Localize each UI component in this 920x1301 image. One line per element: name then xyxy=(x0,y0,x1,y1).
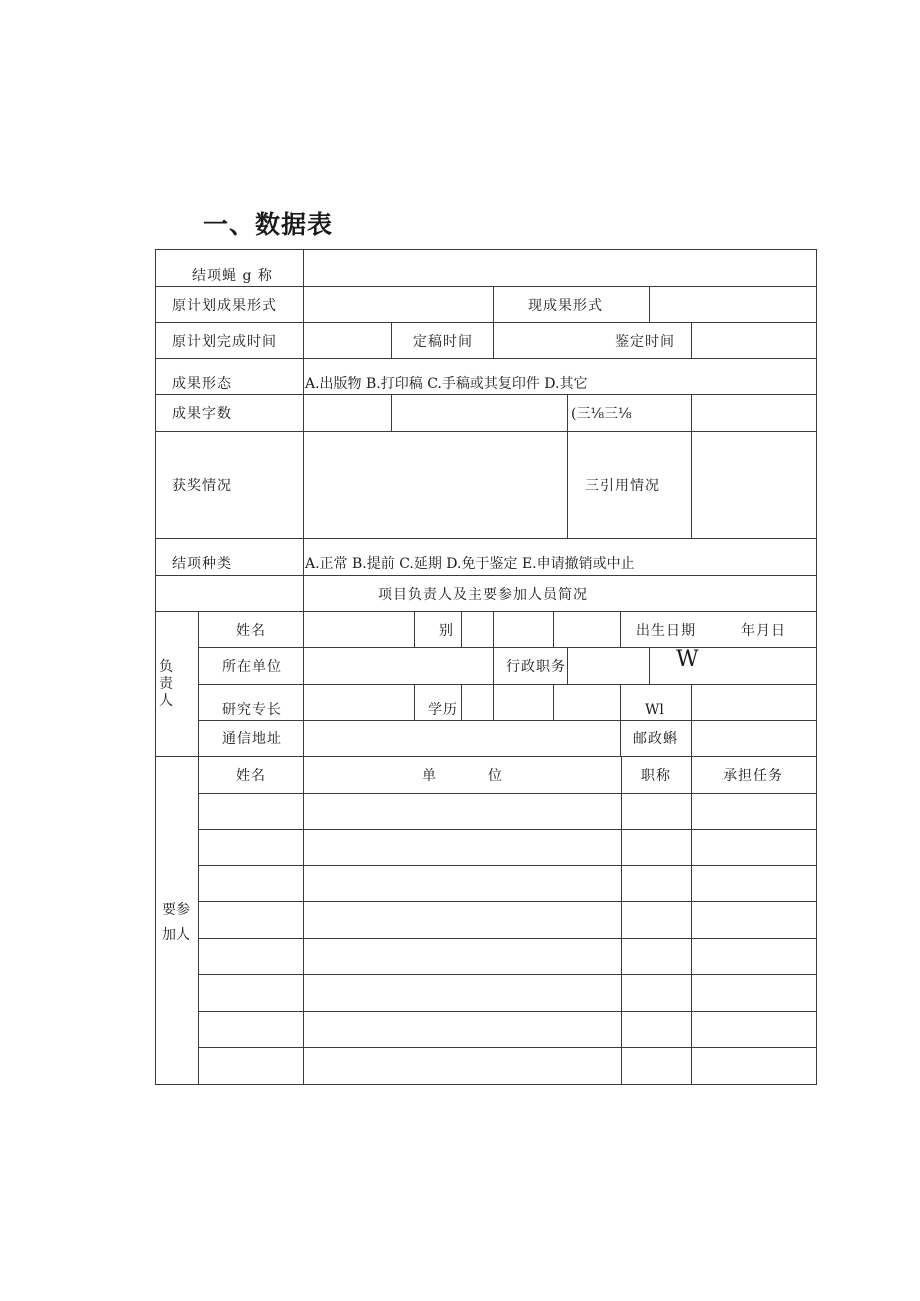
members-unit-header-1: 单 xyxy=(422,768,437,784)
leader-postcode-label: 邮政蝌 xyxy=(633,731,678,747)
members-name-header: 姓名 xyxy=(236,768,266,784)
member-row[interactable] xyxy=(199,902,817,938)
leader-gender-label: 别 xyxy=(439,623,454,639)
members-group-label-2: 加人 xyxy=(162,927,190,943)
word-count-unit-label: (三⅛三⅛ xyxy=(571,406,632,422)
leader-education-label: 学历 xyxy=(428,702,458,718)
leader-group-label-3: 人 xyxy=(159,693,173,709)
leader-admin-post-mark: W xyxy=(676,647,699,672)
result-form-options: A.出版物 B.打印稿 C.手稿或其复印件 D.其它 xyxy=(305,376,588,392)
current-result-form-label: 现成果形式 xyxy=(528,298,603,314)
section-title: 项目负责人及主要参加人员简况 xyxy=(378,587,588,603)
completion-type-label: 结项种类 xyxy=(172,556,232,572)
planned-result-form-label: 原计划成果形式 xyxy=(172,298,277,314)
leader-specialty-label: 研究专长 xyxy=(222,702,282,718)
leader-education-mark: Wl xyxy=(645,702,664,718)
word-count-label: 成果字数 xyxy=(172,406,232,422)
leader-admin-post-label: 行政职务 xyxy=(506,659,566,675)
members-unit-header-2: 位 xyxy=(488,768,503,784)
leader-name-label: 姓名 xyxy=(236,623,266,639)
leader-group-label-2: 责 xyxy=(159,676,173,692)
member-row[interactable] xyxy=(199,866,817,901)
final-draft-time-label: 定稿时间 xyxy=(413,334,473,350)
members-task-header: 承担任务 xyxy=(723,768,783,784)
member-row[interactable] xyxy=(199,975,817,1011)
members-group-label-1: 要参 xyxy=(162,902,190,918)
leader-group-label-1: 负 xyxy=(159,659,173,675)
member-row[interactable] xyxy=(199,830,817,865)
leader-birth-label: 出生日期 xyxy=(636,623,696,639)
page-heading: 一、数据表 xyxy=(203,210,334,239)
citation-label: 三引用情况 xyxy=(585,478,660,494)
member-row[interactable] xyxy=(199,1012,817,1047)
project-name-label: 结项蝇 g 称 xyxy=(192,268,273,284)
member-row[interactable] xyxy=(199,1048,817,1084)
completion-type-options: A.正常 B.提前 C.延期 D.免于鉴定 E.申请撤销或中止 xyxy=(305,556,635,572)
result-form-label: 成果形态 xyxy=(172,376,232,392)
member-row[interactable] xyxy=(199,939,817,974)
data-form-table xyxy=(155,249,817,1085)
members-title-header: 职称 xyxy=(641,768,671,784)
planned-completion-time-label: 原计划完成时间 xyxy=(172,334,277,350)
awards-label: 获奖情况 xyxy=(172,478,232,494)
appraisal-time-label: 鉴定时间 xyxy=(615,334,675,350)
leader-unit-label: 所在单位 xyxy=(222,659,282,675)
leader-address-label: 通信地址 xyxy=(222,731,282,747)
member-row[interactable] xyxy=(199,794,817,829)
leader-birth-format: 年月日 xyxy=(741,623,786,639)
